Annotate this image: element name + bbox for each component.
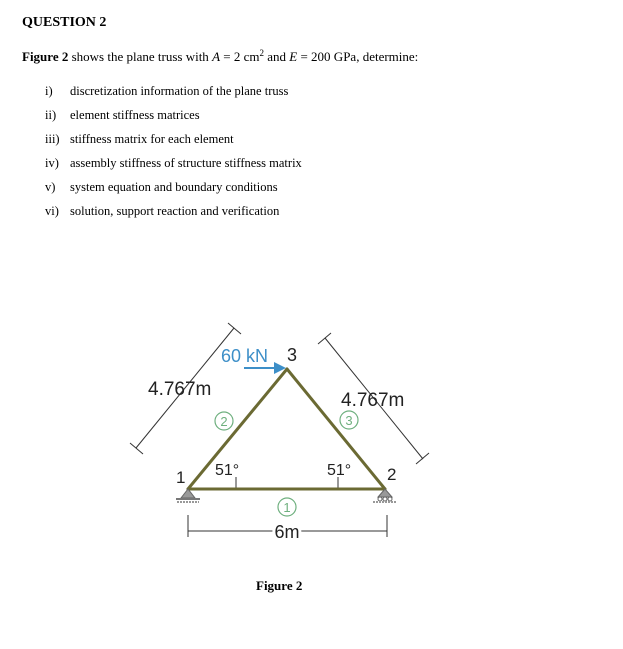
right-length-label: 4.767m — [341, 390, 405, 411]
list-item: v) system equation and boundary conditions — [45, 180, 278, 194]
list-item: ii) element stiffness matrices — [45, 108, 200, 122]
list-item: iv) assembly stiffness of structure stiffness matrix — [45, 156, 302, 170]
element-label-3: 3 — [345, 413, 353, 428]
problem-statement: Figure 2 shows the plane truss with A = 2 $cm^2$ and E = 200 GPa, determine: — [22, 48, 419, 64]
roller-support-icon — [373, 489, 397, 502]
node-label-3: 3 — [287, 345, 298, 365]
left-angle-label: 51° — [215, 462, 240, 479]
right-angle-label: 51° — [327, 462, 352, 479]
figure-caption: Figure 2 — [256, 578, 303, 593]
list-item: vi) solution, support reaction and verification — [45, 204, 280, 218]
question-title: QUESTION 2 — [22, 15, 107, 30]
list-item: iii) stiffness matrix for each element — [45, 132, 234, 146]
base-length-label: 6m — [274, 522, 300, 542]
left-length-label: 4.767m — [148, 379, 212, 400]
element-label-1: 1 — [283, 500, 291, 515]
load-label: 60 kN — [221, 346, 269, 366]
list-item: i) discretization information of the plane truss — [45, 84, 289, 98]
node-label-2: 2 — [387, 465, 397, 484]
right-dimension-tick — [416, 453, 429, 464]
pin-support-icon — [176, 489, 200, 502]
left-dimension-tick — [130, 443, 143, 454]
node-label-1: 1 — [176, 468, 186, 487]
element-label-2: 2 — [220, 414, 228, 429]
figure-reference: Figure 2 — [22, 49, 69, 64]
